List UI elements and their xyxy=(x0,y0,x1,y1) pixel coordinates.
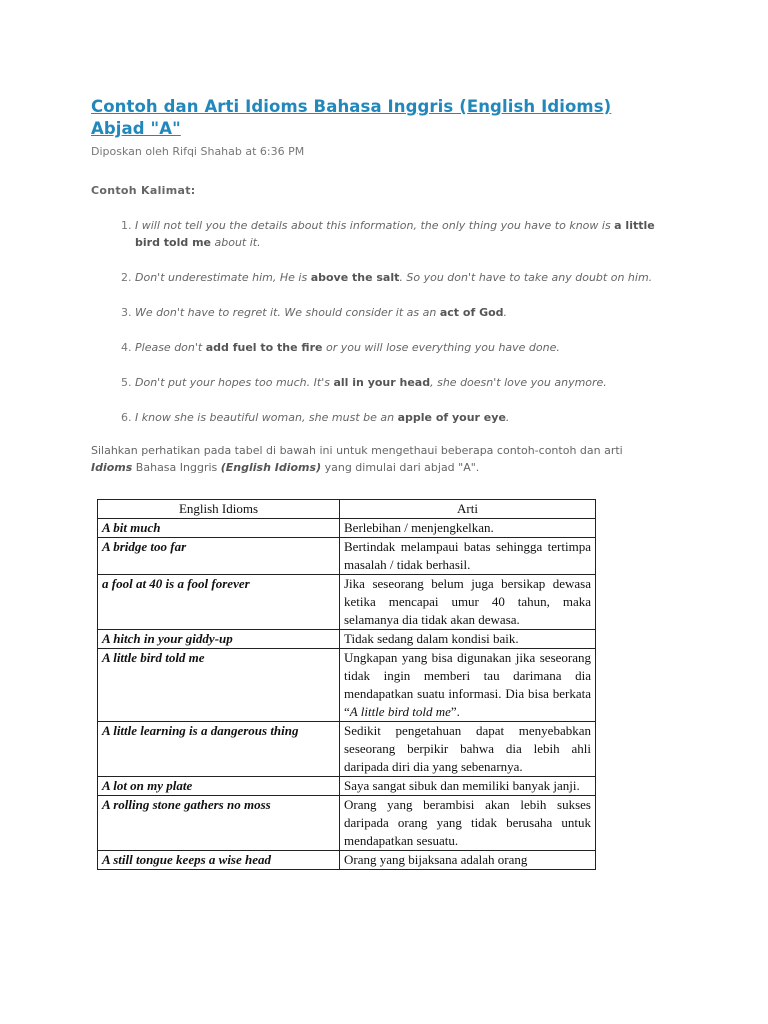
meaning-cell: Orang yang berambisi akan lebih sukses daripada orang yang tidak berusaha untuk mendapatkan sesuatu. xyxy=(340,796,596,851)
post-title-link[interactable]: Contoh dan Arti Idioms Bahasa Inggris (English Idioms) Abjad "A" xyxy=(91,97,612,138)
idiom-highlight: a little bird told me xyxy=(135,219,655,249)
idiom-cell: A little learning is a dangerous thing xyxy=(98,722,340,777)
meaning-cell: Jika seseorang belum juga bersikap dewasa ketika mencapai umur 40 tahun, maka selamanya dia tidak akan dewasa. xyxy=(340,575,596,630)
table-row xyxy=(98,519,596,538)
table-row xyxy=(98,722,596,777)
example-list xyxy=(91,217,680,426)
section-label: Contoh Kalimat: xyxy=(91,184,196,197)
idiom-highlight: all in your head xyxy=(333,376,431,389)
idiom-cell: A bit much xyxy=(98,519,340,538)
table-header-row xyxy=(98,500,596,519)
idiom-cell: A little bird told me xyxy=(98,649,340,722)
meaning-cell: Orang yang bijaksana adalah orang xyxy=(340,851,596,870)
idiom-cell: A still tongue keeps a wise head xyxy=(98,851,340,870)
idiom-cell: A lot on my plate xyxy=(98,777,340,796)
idiom-highlight: act of God xyxy=(439,306,504,319)
idiom-highlight: above the salt xyxy=(310,271,400,284)
meaning-cell: Bertindak melampaui batas sehingga tertimpa masalah / tidak berhasil. xyxy=(340,538,596,575)
table-row xyxy=(98,851,596,870)
idiom-cell: A rolling stone gathers no moss xyxy=(98,796,340,851)
idioms-table xyxy=(97,499,596,870)
meaning-cell: Saya sangat sibuk dan memiliki banyak janji. xyxy=(340,777,596,796)
idiom-highlight: add fuel to the fire xyxy=(205,341,323,354)
meaning-cell: Tidak sedang dalam kondisi baik. xyxy=(340,630,596,649)
example-item: 3. We don't have to regret it. We should consider it as an act of God. xyxy=(135,304,680,321)
column-header-arti: Arti xyxy=(340,500,596,519)
example-item: 6. I know she is beautiful woman, she must be an apple of your eye. xyxy=(135,409,680,426)
example-item: 2. Don't underestimate him, He is above the salt. So you don't have to take any doubt on him. xyxy=(135,269,680,286)
table-row xyxy=(98,796,596,851)
meaning-cell: Berlebihan / menjengkelkan. xyxy=(340,519,596,538)
table-intro: Silahkan perhatikan pada tabel di bawah ini untuk mengethaui beberapa contoh-contoh dan arti Idioms Bahasa Inggris (English Idioms) yang dimulai dari abjad "A". xyxy=(91,444,623,474)
page-cutoff xyxy=(0,922,768,1024)
example-item: 4. Please don't add fuel to the fire or you will lose everything you have done. xyxy=(135,339,680,356)
idiom-cell: A hitch in your giddy-up xyxy=(98,630,340,649)
example-item: 1. I will not tell you the details about this information, the only thing you have to know is a little bird told me about it. xyxy=(135,217,680,251)
idiom-cell: a fool at 40 is a fool forever xyxy=(98,575,340,630)
meaning-cell: Sedikit pengetahuan dapat menyebabkan seseorang berpikir bahwa dia lebih ahli daripada diri dia yang sebenarnya. xyxy=(340,722,596,777)
table-row xyxy=(98,538,596,575)
column-header-idioms: English Idioms xyxy=(98,500,340,519)
idiom-cell: A bridge too far xyxy=(98,538,340,575)
blog-post xyxy=(91,96,691,476)
table-row xyxy=(98,649,596,722)
idiom-highlight: apple of your eye xyxy=(397,411,506,424)
post-meta: Diposkan oleh Rifqi Shahab at 6:36 PM xyxy=(91,145,305,158)
meaning-cell: Ungkapan yang bisa digunakan jika seseorang tidak ingin memberi tau darimana dia mendapatkan suatu informasi. Dia bisa berkata “A little bird told me”. xyxy=(340,649,596,722)
table-row xyxy=(98,777,596,796)
table-row xyxy=(98,630,596,649)
table-row xyxy=(98,575,596,630)
example-item: 5. Don't put your hopes too much. It's all in your head, she doesn't love you anymore. xyxy=(135,374,680,391)
